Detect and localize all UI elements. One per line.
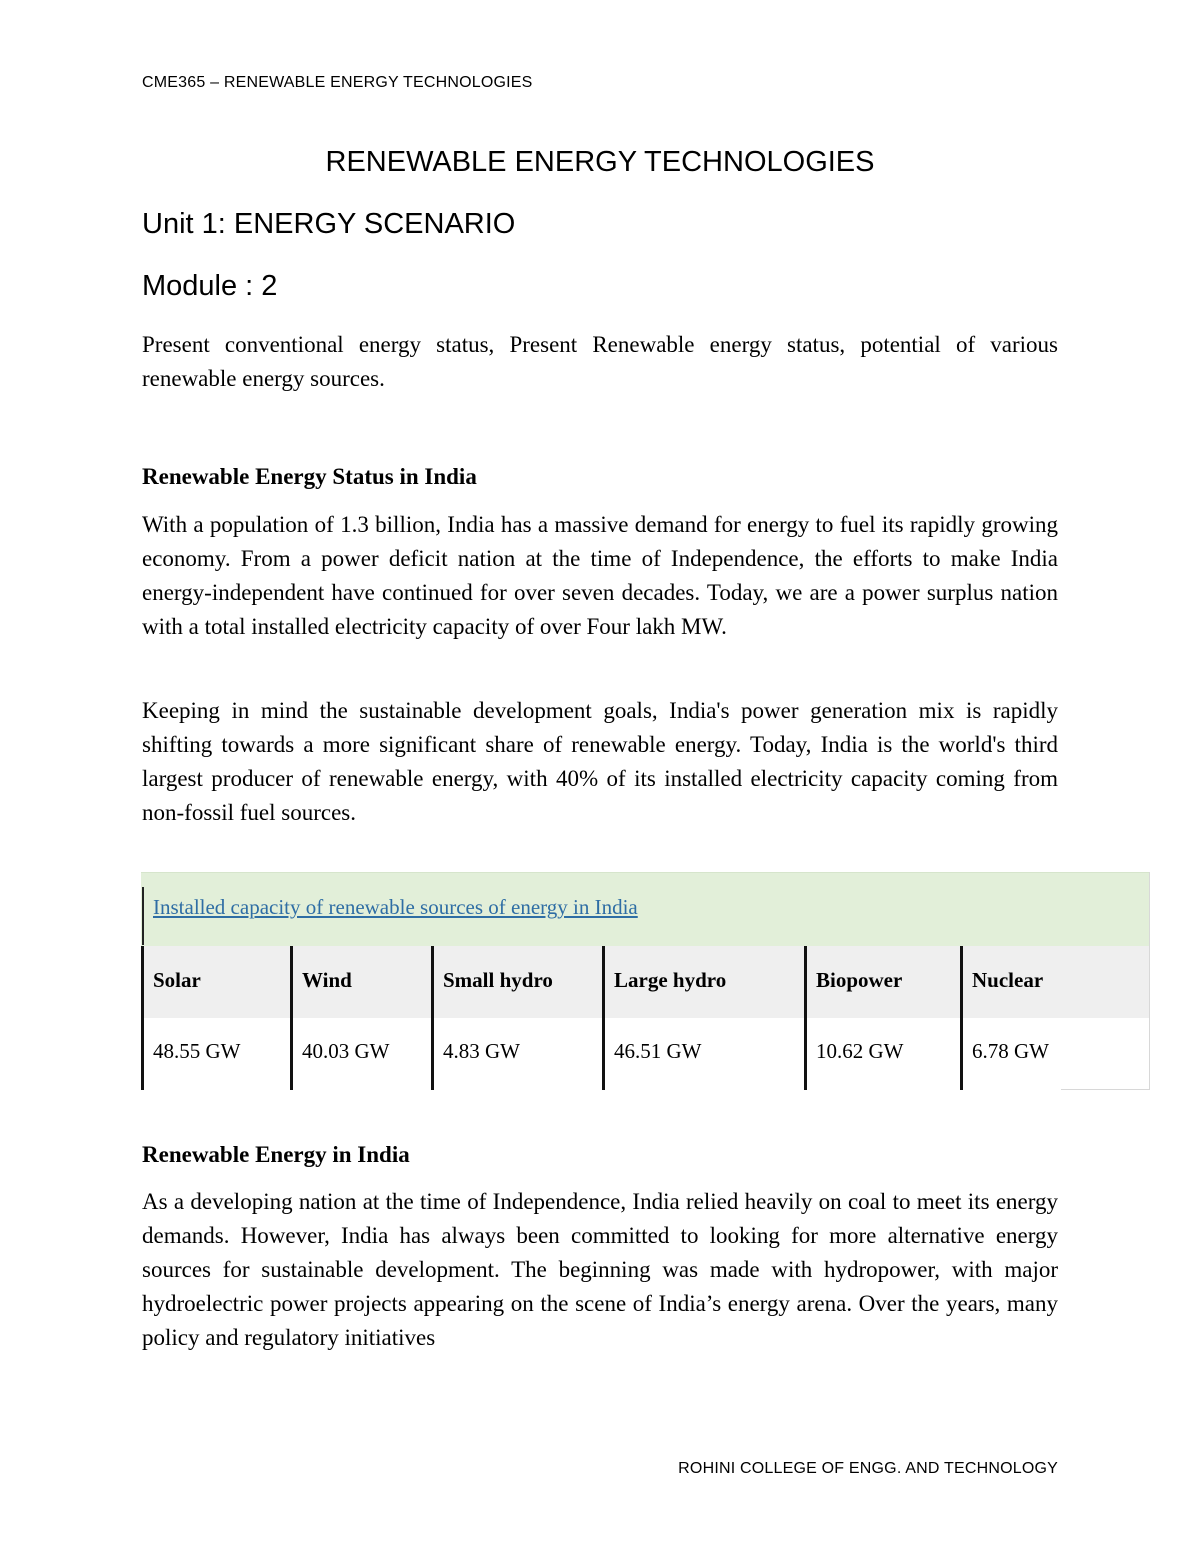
capacity-table [141, 872, 1150, 1090]
caption-divider [142, 887, 144, 945]
document-title: RENEWABLE ENERGY TECHNOLOGIES [325, 146, 875, 178]
table-header-wind: Wind [290, 946, 431, 1018]
table-cell-small-hydro: 4.83 GW [431, 1018, 602, 1090]
paragraph-population: With a population of 1.3 billion, India has a massive demand for energy to fuel its rapidly growing economy. From a power deficit nation at the time of Independence, the efforts to make India energy-independent have continued for over seven decades. Today, we are a power surplus nation with a total installed electricity capacity of over Four lakh MW. [142, 512, 1058, 639]
table-header-small-hydro: Small hydro [431, 946, 602, 1018]
table-cell-solar: 48.55 GW [141, 1018, 290, 1090]
table-header-nuclear: Nuclear [960, 946, 1150, 1018]
table-border-bottom [1061, 1089, 1150, 1090]
module-title: Module : 2 [142, 270, 278, 302]
unit-title: Unit 1: ENERGY SCENARIO [142, 208, 516, 240]
page-footer: ROHINI COLLEGE OF ENGG. AND TECHNOLOGY [678, 1460, 1058, 1477]
section-heading-renewable: Renewable Energy in India [142, 1142, 410, 1167]
table-border-right [1149, 872, 1150, 1090]
paragraph-developing-nation: As a developing nation at the time of Independence, India relied heavily on coal to meet its energy demands. However, India has always been committed to looking for more alternative energy sources for sustainable development. The beginning was made with hydropower, with major hydroelectric power projects appearing on the scene of India’s energy arena. Over the years, many policy and regulatory initiatives [142, 1189, 1058, 1350]
page-header: CME365 – RENEWABLE ENERGY TECHNOLOGIES [142, 74, 533, 91]
paragraph-sustainable: Keeping in mind the sustainable development goals, India's power generation mix is rapidly shifting towards a more significant share of renewable energy. Today, India is the world's third largest producer of renewable energy, with 40% of its installed electricity capacity coming from non-fossil fuel sources. [142, 698, 1058, 825]
table-cell-wind: 40.03 GW [290, 1018, 431, 1090]
table-caption-row [141, 872, 1150, 947]
section-heading-status: Renewable Energy Status in India [142, 464, 477, 489]
table-header-large-hydro: Large hydro [602, 946, 804, 1018]
table-cell-large-hydro: 46.51 GW [602, 1018, 804, 1090]
table-header-biopower: Biopower [804, 946, 960, 1018]
table-caption-link[interactable]: Installed capacity of renewable sources of energy in India [153, 895, 638, 919]
table-cell-biopower: 10.62 GW [804, 1018, 960, 1090]
intro-paragraph: Present conventional energy status, Present Renewable energy status, potential of various renewable energy sources. [142, 332, 1058, 391]
table-cell-nuclear: 6.78 GW [960, 1018, 1150, 1090]
table-header-solar: Solar [141, 946, 290, 1018]
